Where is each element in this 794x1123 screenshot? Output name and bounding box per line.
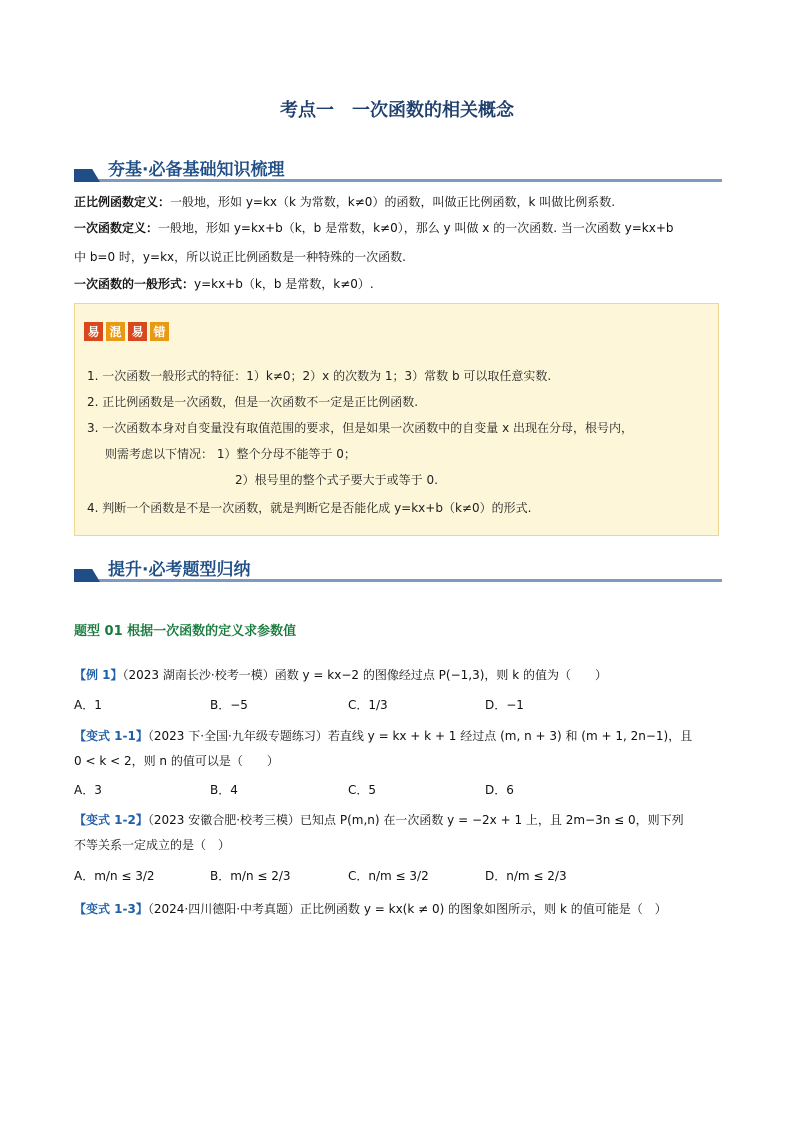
question-variant-1-1 — [74, 728, 692, 744]
box-item-2: 2. 正比例函数是一次函数，但是一次函数不一定是正比例函数. — [87, 395, 419, 409]
option-d: D．−1 — [485, 698, 524, 712]
definition-text: 一般地，形如 y=kx（k 为常数，k≠0）的函数，叫做正比例函数，k 叫做比例系数. — [170, 195, 616, 209]
box-item-3: 3. 一次函数本身对自变量没有取值范围的要求，但是如果一次函数中的自变量 x 出现在分母，根号内， — [87, 421, 633, 435]
option-a: A．3 — [74, 783, 102, 797]
badge: 易 — [128, 322, 147, 341]
question-variant-1-3 — [74, 901, 667, 917]
question-variant-1-1-cont: 0 < k < 2，则 n 的值可以是（ ） — [74, 754, 279, 768]
option-c: C．n/m ≤ 3/2 — [348, 869, 429, 883]
box-item-3b: 则需考虑以下情况： 1）整个分母不能等于 0； — [105, 447, 356, 461]
question-text: （2023 湖南长沙·校考一模）函数 y = kx−2 的图像经过点 P(−1,3)，则 k 的值为（ ） — [122, 668, 607, 682]
definition-text: y=kx+b（k，b 是常数，k≠0）. — [194, 277, 374, 291]
box-item-3c: 2）根号里的整个式子要大于或等于 0. — [235, 473, 438, 487]
definition-text: 一般地，形如 y=kx+b（k，b 是常数，k≠0），那么 y 叫做 x 的一次函数. 当一次函数 y=kx+b — [158, 221, 674, 235]
question-text: （2023 下·全国·九年级专题练习）若直线 y = kx + k + 1 经过点 (m, n + 3) 和 (m + 1, 2n−1)，且 — [147, 729, 693, 743]
option-b: B．−5 — [210, 698, 248, 712]
box-item-1: 1. 一次函数一般形式的特征：1）k≠0；2）x 的次数为 1；3）常数 b 可以取任意实数. — [87, 369, 552, 383]
badge: 混 — [106, 322, 125, 341]
question-example-1 — [74, 667, 607, 683]
question-tag: 【变式 1-1】 — [74, 729, 148, 743]
definition-proportional — [74, 194, 615, 210]
option-b: B．m/n ≤ 2/3 — [210, 869, 291, 883]
definition-general-form — [74, 276, 374, 292]
definition-linear-cont: 中 b=0 时，y=kx，所以说正比例函数是一种特殊的一次函数. — [74, 250, 406, 264]
option-d: D．n/m ≤ 2/3 — [485, 869, 567, 883]
option-c: C．5 — [348, 783, 377, 797]
question-text: （2023 安徽合肥·校考三模）已知点 P(m,n) 在一次函数 y = −2x + 1 上，且 2m−3n ≤ 0，则下列 — [147, 813, 684, 827]
mistakes-badges — [84, 322, 169, 341]
question-tag: 【例 1】 — [74, 668, 123, 682]
badge: 易 — [84, 322, 103, 341]
section-title: 夯基·必备基础知识梳理 — [108, 160, 285, 180]
page-title: 考点一 一次函数的相关概念 — [280, 100, 514, 121]
question-text: （2024·四川德阳·中考真题）正比例函数 y = kx(k ≠ 0) 的图象如图所示，则 k 的值可能是（ ） — [147, 902, 667, 916]
option-d: D．6 — [485, 783, 514, 797]
badge: 错 — [150, 322, 169, 341]
definition-label: 一次函数的一般形式： — [74, 277, 195, 291]
definition-label: 一次函数定义： — [74, 221, 159, 235]
question-tag: 【变式 1-3】 — [74, 902, 148, 916]
option-a: A．1 — [74, 698, 102, 712]
question-variant-1-2 — [74, 812, 684, 828]
option-a: A．m/n ≤ 3/2 — [74, 869, 155, 883]
section-header-improve — [74, 560, 722, 582]
question-variant-1-2-cont: 不等关系一定成立的是（ ） — [74, 838, 231, 852]
question-tag: 【变式 1-2】 — [74, 813, 148, 827]
question-type-title: 题型 01 根据一次函数的定义求参数值 — [74, 624, 297, 639]
option-b: B．4 — [210, 783, 238, 797]
section-title: 提升·必考题型归纳 — [108, 560, 251, 580]
section-header-basics — [74, 160, 722, 182]
box-item-4: 4. 判断一个函数是不是一次函数，就是判断它是否能化成 y=kx+b（k≠0）的形式. — [87, 501, 532, 515]
mistakes-box — [74, 303, 719, 536]
definition-linear — [74, 220, 674, 236]
option-c: C．1/3 — [348, 698, 388, 712]
section-tab-icon — [74, 569, 100, 582]
section-tab-icon — [74, 169, 100, 182]
definition-label: 正比例函数定义： — [74, 195, 171, 209]
